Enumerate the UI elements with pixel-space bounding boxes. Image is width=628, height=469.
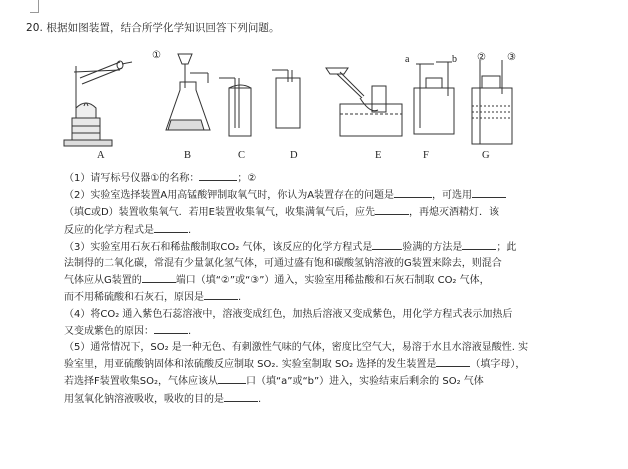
part-5-text-e: 口（填“a”或“b”）进入，实验结束后剩余的 SO₂ 气体 [245, 376, 484, 388]
answer-blank-11[interactable] [436, 356, 470, 367]
answer-blank-4[interactable] [375, 204, 409, 215]
part-4-line-2 [64, 323, 568, 340]
apparatus-g [472, 60, 512, 144]
part-2-line-3 [64, 222, 568, 239]
answer-blank-1[interactable] [199, 170, 237, 181]
marker-a: a [405, 54, 410, 65]
part-1-text: （1）请写标号仪器①的名称： [64, 173, 200, 184]
marker-two: ② [477, 52, 486, 63]
part-5-line-1 [64, 340, 568, 356]
part-2-text-e: 反应的化学方程式是 [64, 224, 154, 236]
part-5-line-4 [64, 391, 568, 408]
part-5-text-c: （填字母）， [470, 359, 526, 371]
part-2-text-d: ，再熄灭酒精灯．该 [409, 207, 500, 219]
part-3-text-f: 端口（填“②”或“③”）通入，实验室用稀盐酸和石灰石制取 CO₂ 气体， [175, 275, 490, 287]
answer-blank-3[interactable] [472, 187, 506, 198]
part-1-text-b: ；② [237, 173, 257, 184]
part-2-text-c: （填C或D）装置收集氧气．若用E装置收集氧气，收集满氧气后，应先 [64, 207, 376, 219]
part-4-text-c: . [188, 325, 192, 337]
part-3-line-1 [64, 239, 568, 256]
part-5-line-2 [64, 356, 568, 373]
question-body [64, 170, 568, 408]
part-1-line [64, 170, 568, 187]
part-5-text-f: 用氢氧化钠溶液吸收，吸收的目的是 [64, 393, 224, 405]
apparatus-d [272, 70, 300, 128]
part-3-text-e: 气体应从G装置的 [64, 275, 142, 287]
marker-one: ① [152, 50, 161, 61]
part-2-line-1 [64, 187, 568, 204]
question-header: 20. 根据如图装置，结合所学化学知识回答下列问题。 [26, 22, 280, 34]
label-f: F [423, 150, 429, 161]
label-e: E [375, 150, 382, 161]
part-4-line-1 [64, 307, 568, 323]
answer-blank-9[interactable] [204, 289, 238, 300]
apparatus-a [64, 61, 132, 146]
label-a: A [97, 150, 105, 161]
part-3-text-g: 而不用稀硫酸和石灰石，原因是 [64, 292, 204, 304]
answer-blank-7[interactable] [462, 239, 496, 250]
answer-blank-5[interactable] [154, 222, 188, 233]
part-3-text-c: ；此 [496, 241, 517, 253]
part-2-text-b: ，可选用 [432, 190, 473, 202]
part-2-text-f: . [188, 224, 192, 236]
part-3-line-2 [64, 256, 568, 272]
answer-blank-2[interactable] [394, 187, 432, 198]
part-2-text: （2）实验室选择装置A用高锰酸钾制取氧气时，你认为A装置存在的问题是 [64, 190, 395, 202]
part-4-text: （4）将CO₂ 通入紫色石蕊溶液中，溶液变成红色，加热后溶液又变成紫色，用化学方程式表示加热后 [64, 308, 513, 320]
page-corner-mark-horizontal [30, 12, 39, 13]
apparatus-b [166, 54, 210, 130]
part-3-text-d: 法制得的二氧化碳，常混有少量氯化氢气体，可通过盛有饱和碳酸氢钠溶液的G装置来除去，则混合 [64, 258, 502, 270]
part-4-text-b: 又变成紫色的原因： [64, 325, 154, 337]
answer-blank-13[interactable] [224, 391, 258, 402]
label-g: G [482, 150, 490, 161]
answer-blank-10[interactable] [154, 323, 188, 334]
part-2-line-2 [64, 204, 568, 221]
part-3-line-4 [64, 289, 568, 306]
part-3-text-h: . [238, 292, 242, 304]
apparatus-c [219, 78, 251, 136]
marker-three: ③ [507, 52, 516, 63]
part-5-text-b: 验室里，用亚硫酸钠固体和浓硫酸反应制取 SO₂. 实验室制取 SO₂ 选择的发生装置是 [64, 359, 437, 371]
apparatus-e [326, 68, 402, 136]
label-d: D [290, 150, 298, 161]
part-5-text-d: 若选择F装置收集SO₂，气体应该从 [64, 376, 218, 388]
part-3-text: （3）实验室用石灰石和稀盐酸制取CO₂ 气体，该反应的化学方程式是 [64, 241, 373, 253]
page-corner-mark [38, 0, 39, 12]
answer-blank-6[interactable] [372, 239, 402, 250]
answer-blank-12[interactable] [218, 373, 246, 384]
part-3-text-b: 验满的方法是 [402, 241, 463, 253]
part-3-line-3 [64, 272, 568, 289]
part-5-text: （5）通常情况下，SO₂ 是一种无色、有刺激性气味的气体，密度比空气大，易溶于水且水溶液显酸性. 实 [64, 342, 529, 354]
marker-b: b [452, 54, 457, 65]
answer-blank-8[interactable] [142, 272, 176, 283]
label-b: B [184, 150, 192, 161]
label-c: C [238, 150, 246, 161]
part-5-text-g: . [258, 393, 262, 405]
part-5-line-3 [64, 373, 568, 390]
apparatus-f [414, 62, 454, 134]
